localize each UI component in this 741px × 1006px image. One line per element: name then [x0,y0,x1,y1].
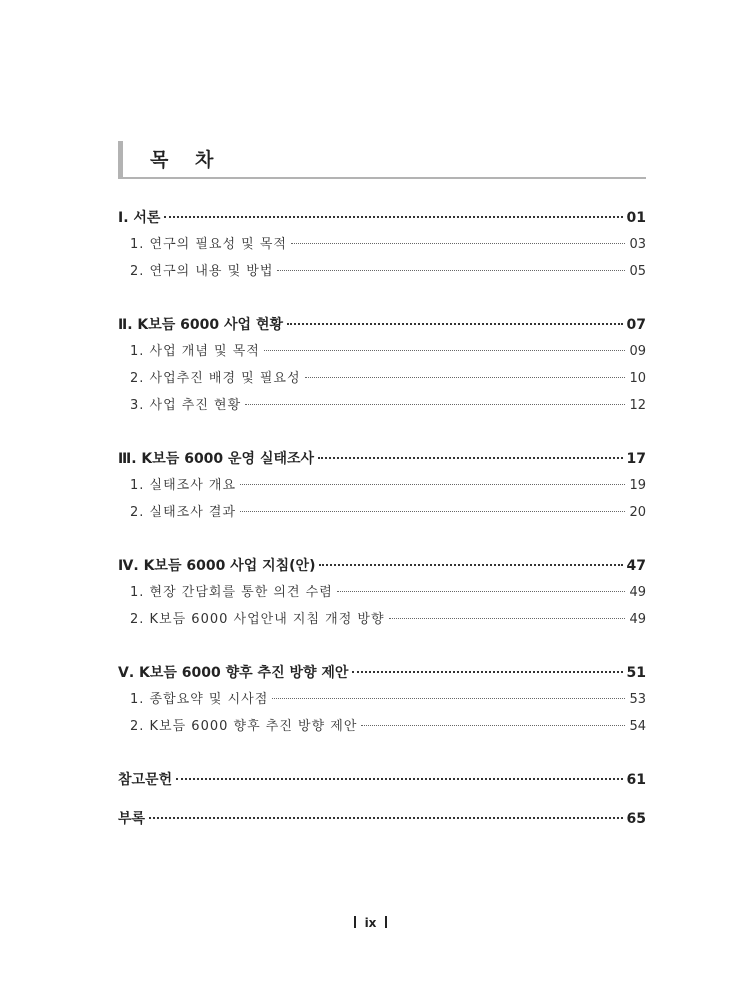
section-label: 참고문헌 [118,772,173,788]
toc-item[interactable] [118,231,646,258]
item-label: 2. 연구의 내용 및 방법 [130,264,274,279]
dot-leader [352,671,622,673]
toc-appendix[interactable] [118,806,646,832]
item-page-number: 20 [629,505,646,520]
section-page-number: 65 [626,811,646,827]
dot-leader [361,725,625,726]
item-page-number: 10 [629,371,646,386]
dot-leader [291,243,625,244]
dot-leader [318,457,622,459]
section-page-number: 61 [626,772,646,788]
title-accent-bar [118,141,123,179]
footer-divider [354,916,356,928]
section-spacer [118,793,646,806]
section-label: Ⅱ. K보듬 6000 사업 현황 [118,317,283,333]
dot-leader [264,350,626,351]
dot-leader [389,618,626,619]
toc-item[interactable] [118,472,646,499]
toc-item[interactable] [118,606,646,633]
dot-leader [240,511,625,512]
toc-references[interactable] [118,767,646,793]
toc-section-4[interactable] [118,553,646,579]
toc-section-1[interactable] [118,205,646,231]
section-page-number: 51 [626,665,646,681]
toc-item[interactable] [118,686,646,713]
toc-section-2[interactable] [118,312,646,338]
section-spacer [118,633,646,660]
page-footer [0,916,741,930]
toc-section-3[interactable] [118,446,646,472]
section-label: Ⅰ. 서론 [118,210,161,226]
section-label: Ⅲ. K보듬 6000 운영 실태조사 [118,451,315,467]
item-page-number: 49 [629,585,646,600]
dot-leader [149,817,622,819]
item-page-number: 12 [629,398,646,413]
dot-leader [337,591,626,592]
item-label: 2. 사업추진 배경 및 필요성 [130,371,301,386]
section-label: Ⅴ. K보듬 6000 향후 추진 방향 제안 [118,665,349,681]
section-label: 부록 [118,811,146,827]
dot-leader [287,323,623,325]
dot-leader [164,216,622,218]
item-label: 2. K보듬 6000 사업안내 지침 개정 방향 [130,612,385,627]
item-label: 2. K보듬 6000 향후 추진 방향 제안 [130,719,358,734]
item-page-number: 19 [629,478,646,493]
toc-item[interactable] [118,258,646,285]
dot-leader [305,377,626,378]
section-page-number: 17 [626,451,646,467]
toc-item[interactable] [118,579,646,606]
item-label: 1. 종합요약 및 시사점 [130,692,269,707]
item-label: 1. 연구의 필요성 및 목적 [130,237,287,252]
item-label: 2. 실태조사 결과 [130,505,237,520]
toc-item[interactable] [118,338,646,365]
dot-leader [176,778,622,780]
section-page-number: 07 [626,317,646,333]
title-underline [118,177,646,179]
item-page-number: 05 [629,264,646,279]
section-label: Ⅳ. K보듬 6000 사업 지침(안) [118,558,316,574]
section-spacer [118,419,646,446]
page-number: ix [364,916,377,930]
toc-item[interactable] [118,365,646,392]
section-page-number: 01 [626,210,646,226]
dot-leader [319,564,622,566]
item-label: 1. 현장 간담회를 통한 의견 수렴 [130,585,333,600]
item-label: 1. 사업 개념 및 목적 [130,344,260,359]
table-of-contents [118,205,646,832]
page-title: 목 차 [150,149,224,171]
section-page-number: 47 [626,558,646,574]
item-page-number: 53 [629,692,646,707]
section-spacer [118,526,646,553]
dot-leader [272,698,625,699]
item-page-number: 49 [629,612,646,627]
item-page-number: 54 [629,719,646,734]
dot-leader [277,270,625,271]
toc-item[interactable] [118,713,646,740]
dot-leader [240,484,625,485]
item-label: 1. 실태조사 개요 [130,478,237,493]
toc-title-block [118,141,646,179]
dot-leader [245,404,625,405]
item-page-number: 09 [629,344,646,359]
toc-section-5[interactable] [118,660,646,686]
item-page-number: 03 [629,237,646,252]
item-label: 3. 사업 추진 현황 [130,398,242,413]
toc-item[interactable] [118,499,646,526]
toc-item[interactable] [118,392,646,419]
section-spacer [118,285,646,312]
section-spacer [118,740,646,767]
footer-divider [385,916,387,928]
